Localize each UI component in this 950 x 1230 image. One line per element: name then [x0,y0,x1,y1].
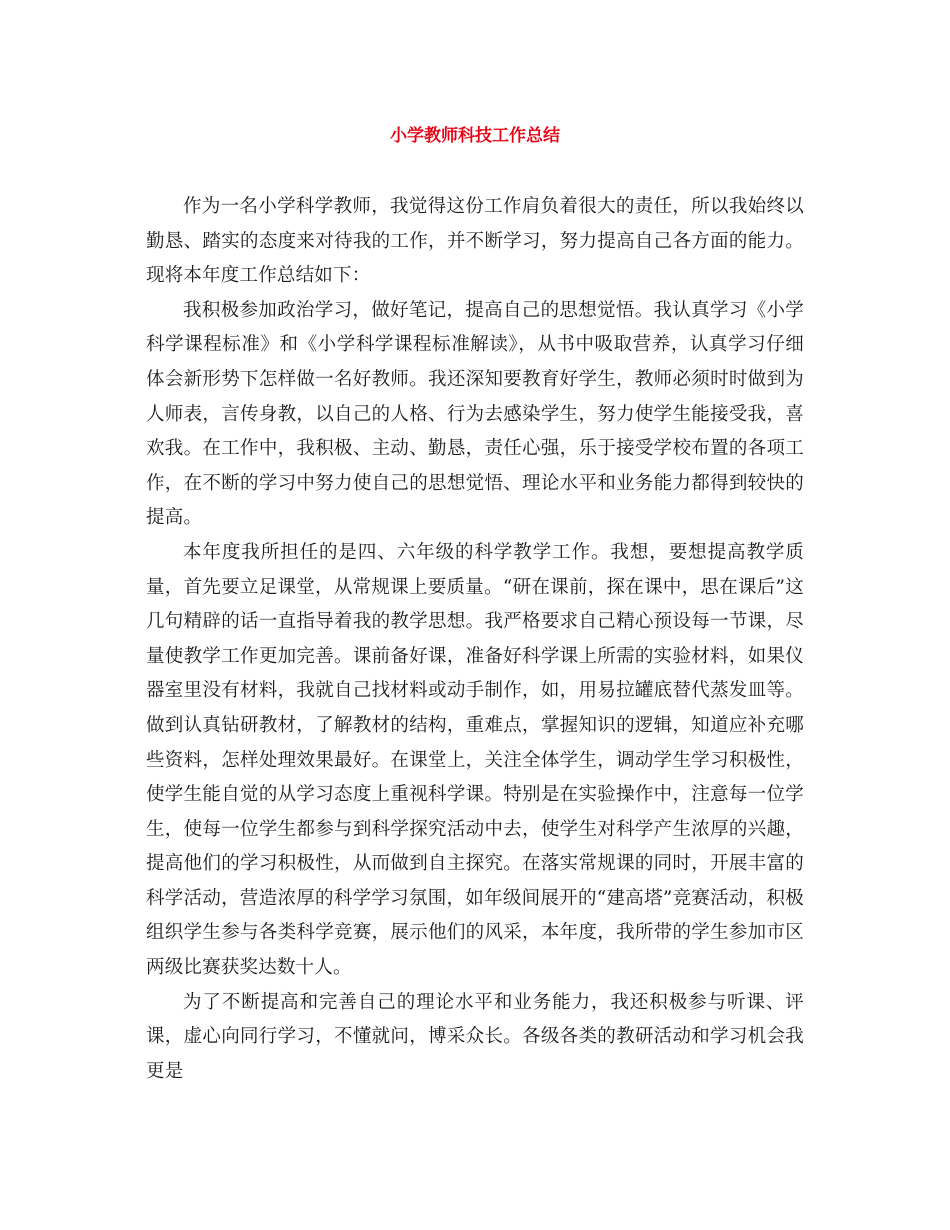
document-title: 小学教师科技工作总结 [390,126,560,146]
paragraph-intro: 作为一名小学科学教师，我觉得这份工作肩负着很大的责任，所以我始终以勤恳、踏实的态度来对待我的工作，并不断学习，努力提高自己各方面的能力。现将本年度工作总结如下： [146,196,804,287]
document-body [146,190,804,1089]
paragraph-teaching-work: 本年度我所担任的是四、六年级的科学教学工作。我想，要想提高教学质量，首先要立足课堂，从常规课上要质量。“研在课前，探在课中，思在课后”这几句精辟的话一直指导着我的教学思想。我严格要求自己精心预设每一节课，尽量使教学工作更加完善。课前备好课，准备好科学课上所需的实验材料，如果仪器室里没有材料，我就自己找材料或动手制作，如，用易拉罐底替代蒸发皿等。做到认真钻研教材，了解教材的结构，重难点，掌握知识的逻辑，知道应补充哪些资料，怎样处理效果最好。在课堂上，关注全体学生，调动学生学习积极性，使学生能自觉的从学习态度上重视科学课。特别是在实验操作中，注意每一位学生，使每一位学生都参与到科学探究活动中去，使学生对科学产生浓厚的兴趣，提高他们的学习积极性，从而做到自主探究。在落实常规课的同时，开展丰富的科学活动，营造浓厚的科学学习氛围，如年级间展开的“建高塔”竞赛活动，积极组织学生参与各类科学竞赛，展示他们的风采，本年度，我所带的学生参加市区两级比赛获奖达数十人。 [146,541,804,979]
paragraph-professional-development: 为了不断提高和完善自己的理论水平和业务能力，我还积极参与听课、评课，虚心向同行学习，不懂就问，博采众长。各级各类的教研活动和学习机会我更是 [146,991,804,1082]
paragraph-political-study: 我积极参加政治学习，做好笔记，提高自己的思想觉悟。我认真学习《小学科学课程标准》和《小学科学课程标准解读》，从书中吸取营养，认真学习仔细体会新形势下怎样做一名好教师。我还深知要教育好学生，教师必须时时做到为人师表，言传身教，以自己的人格、行为去感染学生，努力使学生能接受我，喜欢我。在工作中，我积极、主动、勤恳，责任心强，乐于接受学校布置的各项工作，在不断的学习中努力使自己的思想觉悟、理论水平和业务能力都得到较快的提高。 [146,299,804,529]
